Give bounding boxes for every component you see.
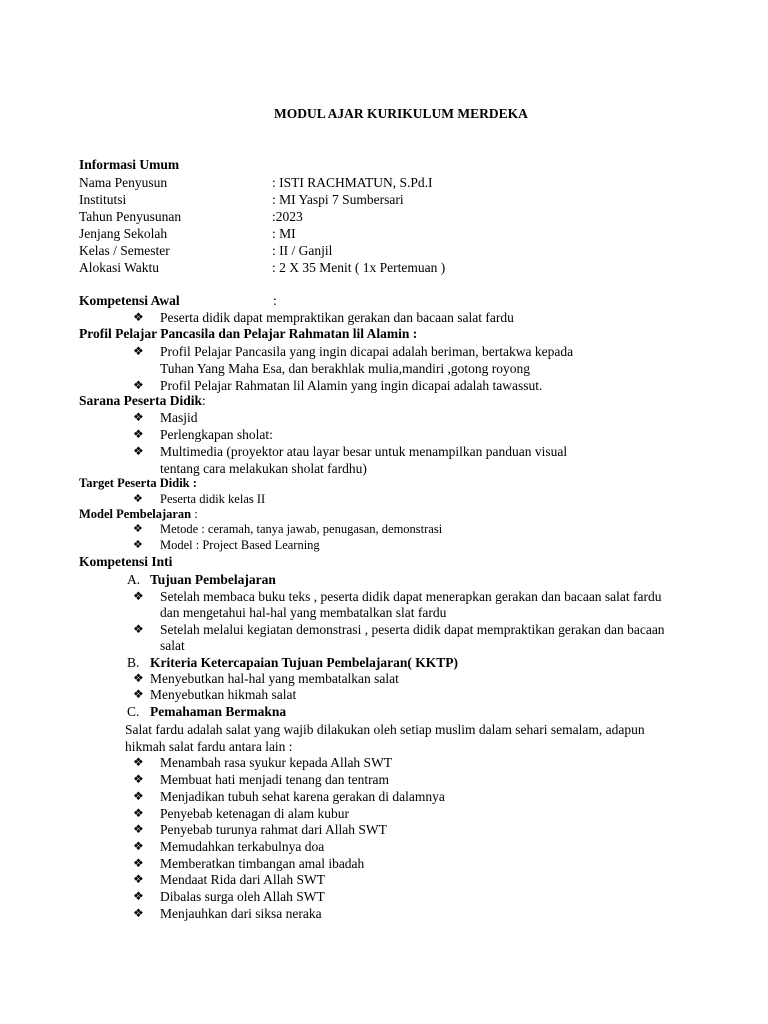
list-item: ❖ Dibalas surga oleh Allah SWT [160,888,325,905]
kompetensi-awal-colon: : [273,293,277,308]
kompetensi-inti-heading: Kompetensi Inti [79,554,173,569]
list-item-continuation: Tuhan Yang Maha Esa, dan berakhlak mulia,mandiri ,gotong royong [160,361,530,376]
sarana-heading: Sarana Peserta Didik [79,393,202,408]
info-value: :2023 [272,209,303,224]
sarana-colon: : [202,393,206,408]
list-item: ❖ Memberatkan timbangan amal ibadah [160,855,364,872]
list-item: ❖ Perlengkapan sholat: [160,426,273,443]
list-item: ❖ Menambah rasa syukur kepada Allah SWT [160,754,392,771]
info-heading: Informasi Umum [79,157,180,172]
section-a-heading: Tujuan Pembelajaran [150,572,276,587]
list-item: ❖ Setelah melalui kegiatan demonstrasi , peserta didik dapat mempraktikan gerakan dan bacaan [160,621,665,638]
section-b-letter: B. [127,655,140,670]
info-label: Alokasi Waktu [79,260,160,275]
document-title: MODUL AJAR KURIKULUM MERDEKA [274,106,528,121]
list-item: ❖ Profil Pelajar Pancasila yang ingin dicapai adalah beriman, bertakwa kepada [160,343,573,360]
list-item: ❖ Penyebab ketenagan di alam kubur [160,805,349,822]
list-item: ❖ Masjid [160,409,198,426]
list-item: ❖ Memudahkan terkabulnya doa [160,838,324,855]
info-value: : ISTI RACHMATUN, S.Pd.I [272,175,433,190]
info-label: Nama Penyusun [79,175,168,190]
section-c-heading: Pemahaman Bermakna [150,704,287,719]
info-label: Tahun Penyusunan [79,209,182,224]
info-label: Jenjang Sekolah [79,226,168,241]
list-item: ❖ Menjauhkan dari siksa neraka [160,905,322,922]
list-item: ❖ Setelah membaca buku teks , peserta didik dapat menerapkan gerakan dan bacaan salat fardu [160,588,662,605]
kompetensi-awal-heading: Kompetensi Awal [79,293,180,308]
list-item: ❖ Menyebutkan hikmah salat [150,686,296,703]
info-value: : 2 X 35 Menit ( 1x Pertemuan ) [272,260,446,275]
model-heading: Model Pembelajaran [79,507,192,521]
section-a-letter: A. [127,572,141,587]
list-item: ❖ Metode : ceramah, tanya jawab, penugasan, demonstrasi [160,522,442,537]
list-item: ❖ Mendaat Rida dari Allah SWT [160,871,325,888]
list-item: ❖ Menjadikan tubuh sehat karena gerakan di dalamnya [160,788,445,805]
sarana-heading-row [79,392,206,409]
list-item: ❖ Menyebutkan hal-hal yang membatalkan salat [150,670,399,687]
list-item: ❖ Peserta didik dapat mempraktikan gerakan dan bacaan salat fardu [160,309,514,326]
paragraph-line: Salat fardu adalah salat yang wajib dilakukan oleh setiap muslim dalam sehari semalam, adapun [125,722,645,737]
list-item: ❖ Peserta didik kelas II [160,492,265,507]
list-item: ❖ Profil Pelajar Rahmatan lil Alamin yang ingin dicapai adalah tawassut. [160,377,542,394]
info-value: : MI [272,226,296,241]
list-item: ❖ Model : Project Based Learning [160,538,320,553]
info-value: : II / Ganjil [272,243,333,258]
section-c-letter: C. [127,704,140,719]
section-b-heading: Kriteria Ketercapaian Tujuan Pembelajaran( KKTP) [150,655,458,670]
info-label: Kelas / Semester [79,243,170,258]
model-heading-row [79,507,198,522]
profil-heading: Profil Pelajar Pancasila dan Pelajar Rahmatan lil Alamin : [79,326,418,341]
list-item-continuation: salat [160,638,185,653]
target-heading: Target Peserta Didik : [79,476,197,490]
info-value: : MI Yaspi 7 Sumbersari [272,192,404,207]
list-item: ❖ Membuat hati menjadi tenang dan tentram [160,771,389,788]
list-item: ❖ Penyebab turunya rahmat dari Allah SWT [160,821,387,838]
list-item: ❖ Multimedia (proyektor atau layar besar untuk menampilkan panduan visual [160,443,567,460]
list-item-continuation: dan mengetahui hal-hal yang membatalkan slat fardu [160,605,447,620]
info-label: Institutsi [79,192,127,207]
list-item-continuation: tentang cara melakukan sholat fardhu) [160,461,367,476]
model-colon: : [191,507,198,521]
paragraph-line: hikmah salat fardu antara lain : [125,739,293,754]
